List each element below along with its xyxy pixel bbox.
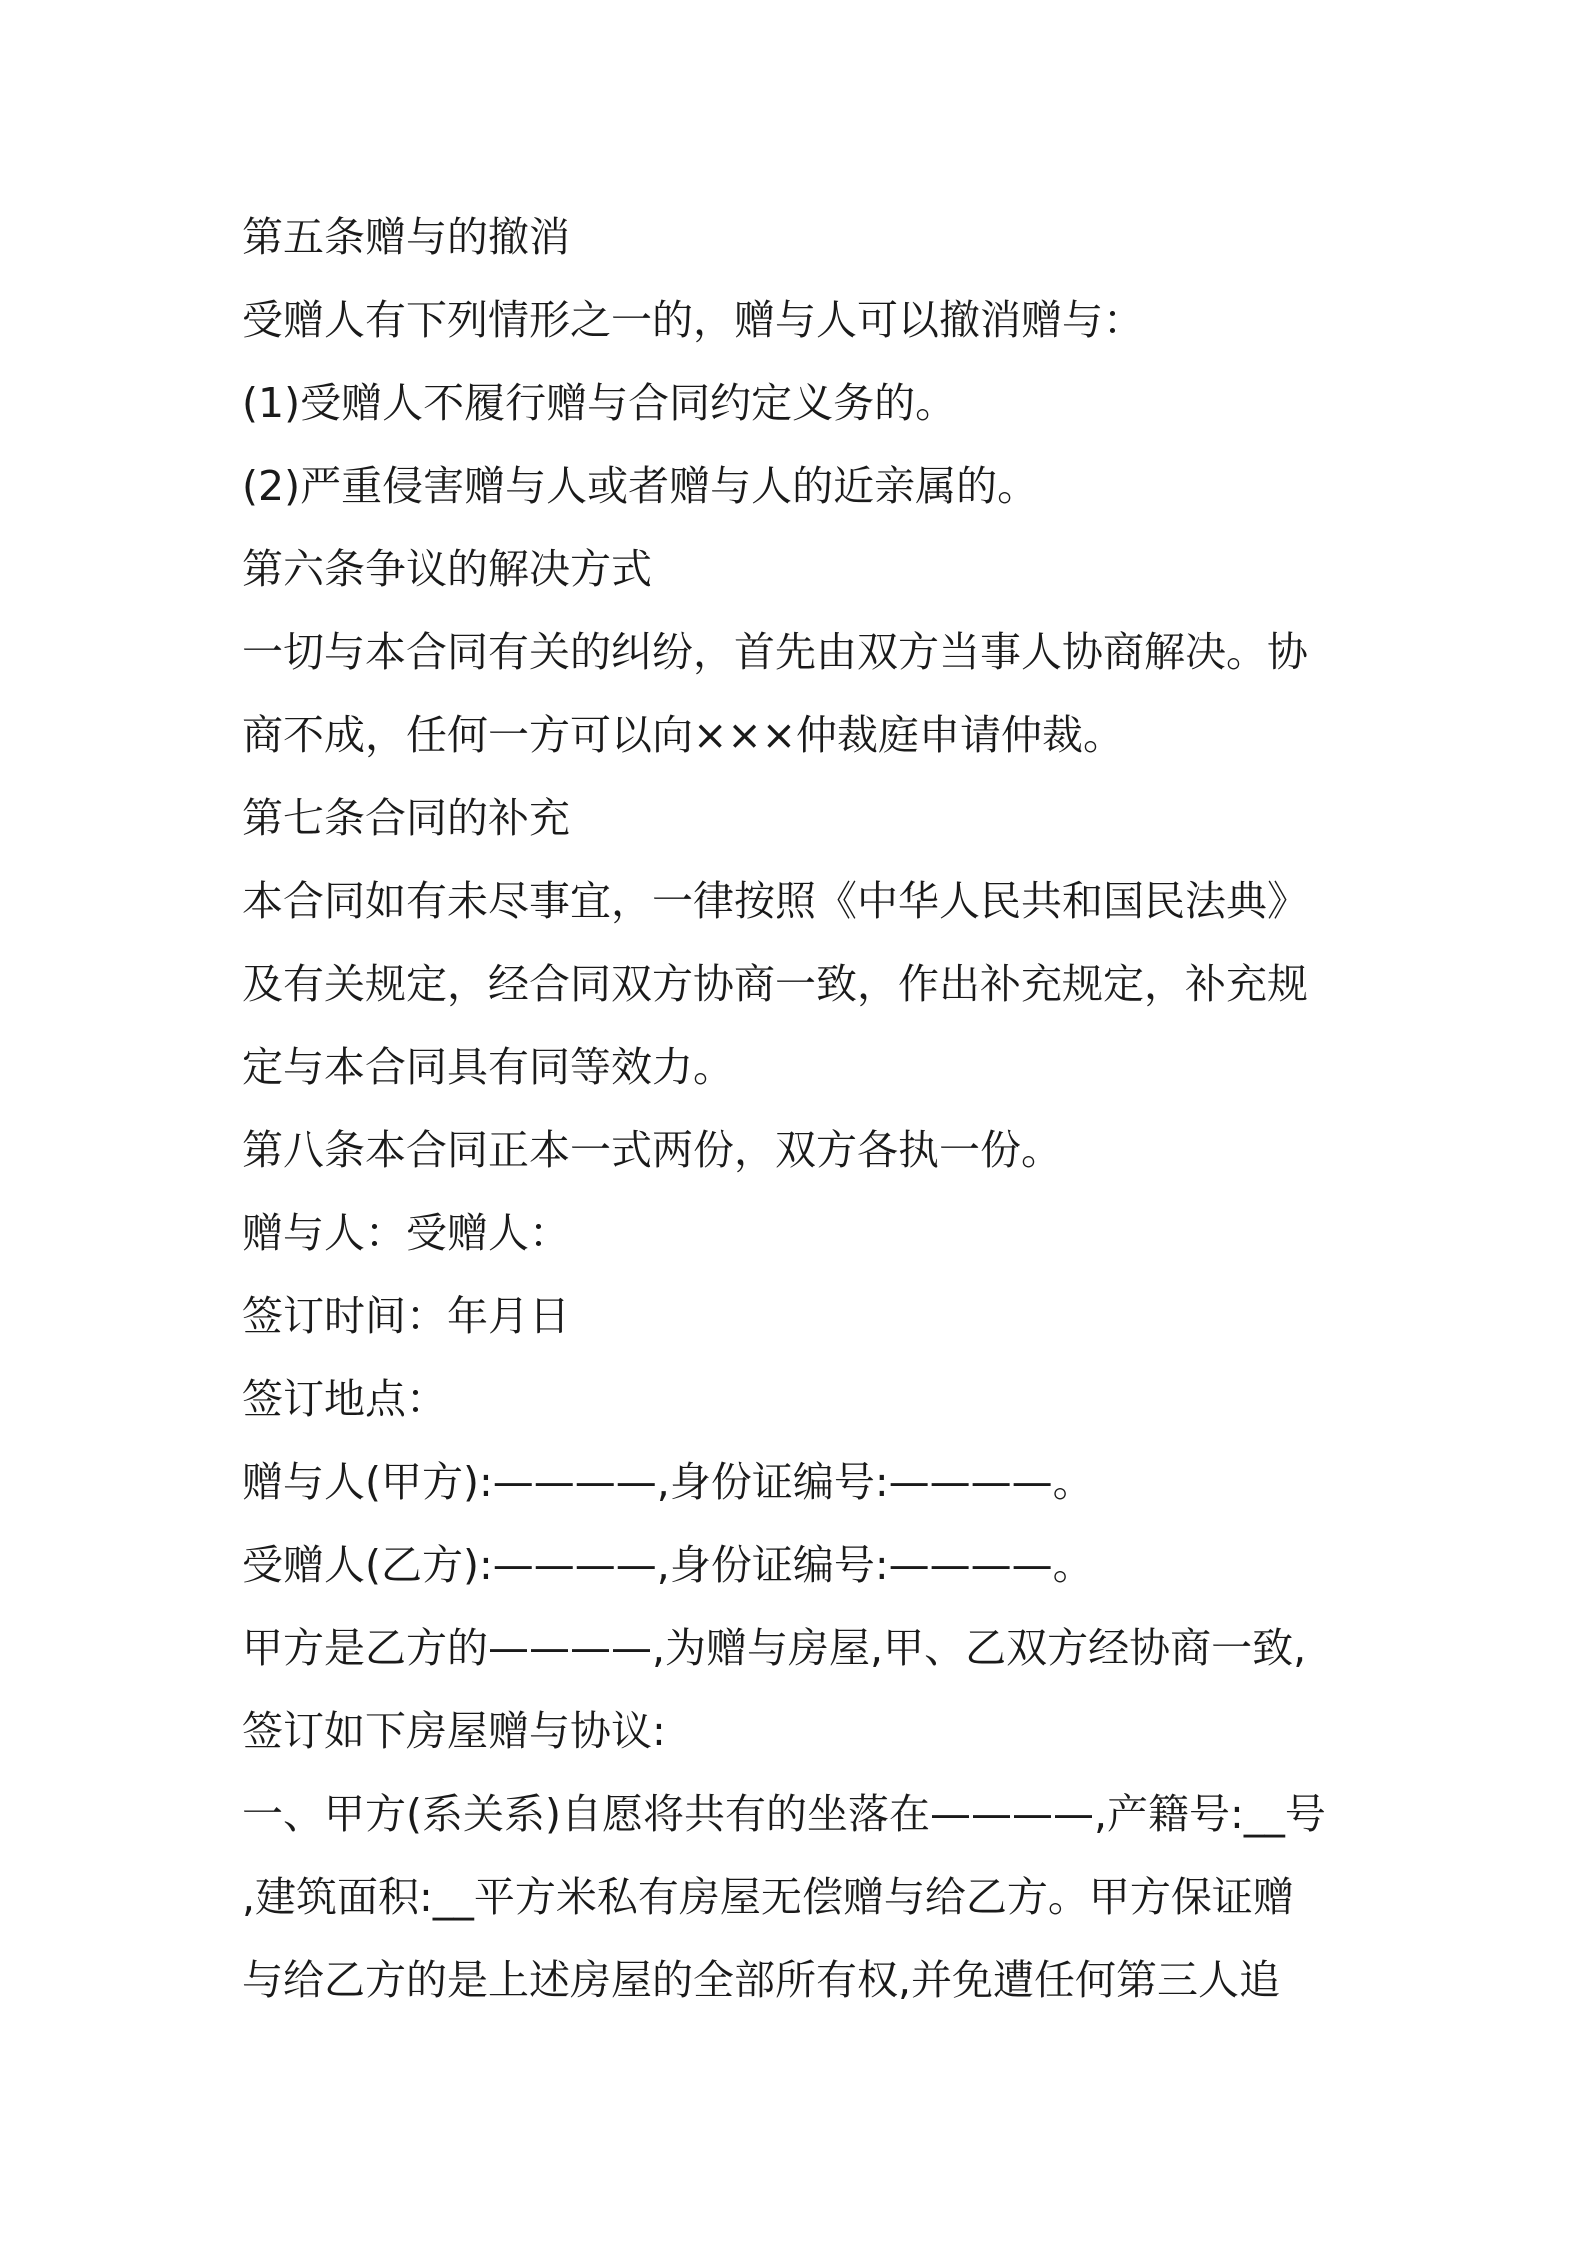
agreement-intro-line-2: 签订如下房屋赠与协议: — [242, 1707, 666, 1755]
article-6-heading: 第六条争议的解决方式 — [242, 545, 652, 593]
agreement-intro-line-1: 甲方是乙方的————,为赠与房屋,甲、乙双方经协商一致, — [242, 1624, 1307, 1672]
article-7-text-line-3: 定与本合同具有同等效力。 — [242, 1043, 734, 1091]
article-5-item-2: (2)严重侵害赠与人或者赠与人的近亲属的。 — [242, 462, 1039, 510]
article-7-text-line-2: 及有关规定，经合同双方协商一致，作出补充规定，补充规 — [242, 960, 1308, 1008]
signing-place: 签订地点： — [242, 1375, 447, 1423]
signing-date: 签订时间：年月日 — [242, 1292, 570, 1340]
clause-1-line-2: ,建筑面积:__平方米私有房屋无偿赠与给乙方。甲方保证赠 — [242, 1873, 1294, 1921]
article-8-text: 第八条本合同正本一式两份，双方各执一份。 — [242, 1126, 1062, 1174]
donor-party-a: 赠与人(甲方):————,身份证编号:————。 — [242, 1458, 1094, 1506]
article-7-heading: 第七条合同的补充 — [242, 794, 570, 842]
article-6-text-line-2: 商不成，任何一方可以向×××仲裁庭申请仲裁。 — [242, 711, 1125, 759]
donee-party-b: 受赠人(乙方):————,身份证编号:————。 — [242, 1541, 1094, 1589]
article-5-text: 受赠人有下列情形之一的，赠与人可以撤消赠与： — [242, 296, 1144, 344]
signature-parties: 赠与人：受赠人： — [242, 1209, 570, 1257]
article-5-heading: 第五条赠与的撤消 — [242, 213, 570, 261]
clause-1-line-3: 与给乙方的是上述房屋的全部所有权,并免遭任何第三人追 — [242, 1956, 1281, 2004]
document-body — [242, 196, 1362, 2022]
article-6-text-line-1: 一切与本合同有关的纠纷，首先由双方当事人协商解决。协 — [242, 628, 1308, 676]
article-5-item-1: (1)受赠人不履行赠与合同约定义务的。 — [242, 379, 957, 427]
article-7-text-line-1: 本合同如有未尽事宜，一律按照《中华人民共和国民法典》 — [242, 877, 1308, 925]
clause-1-line-1: 一、甲方(系关系)自愿将共有的坐落在————,产籍号:__号 — [242, 1790, 1326, 1838]
